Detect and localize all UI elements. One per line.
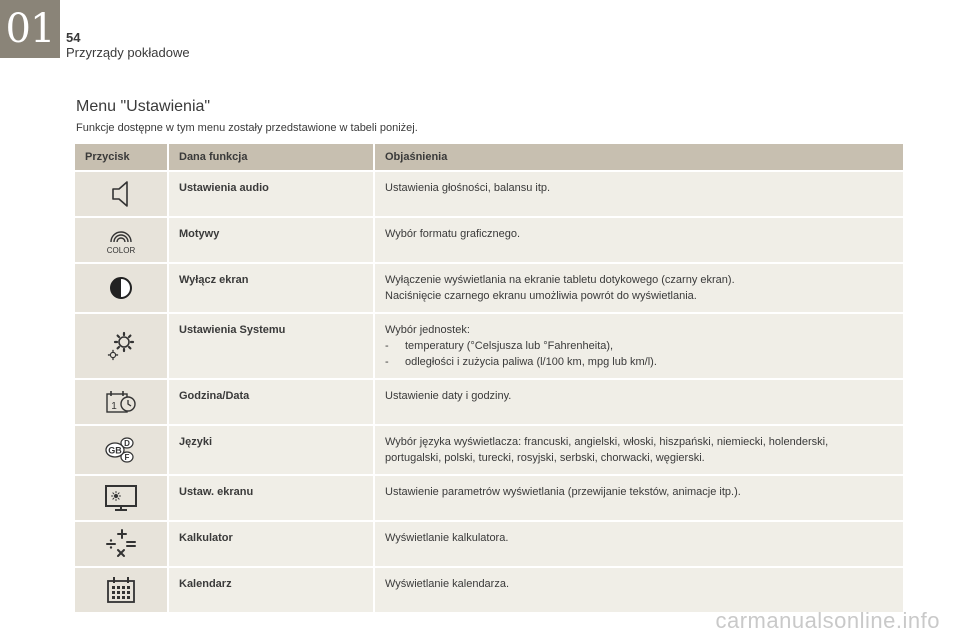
screen-settings-icon bbox=[75, 483, 167, 513]
color-label: COLOR bbox=[106, 246, 136, 255]
calendar-icon bbox=[75, 575, 167, 605]
table-row bbox=[75, 172, 903, 216]
function-name: Godzina/Data bbox=[167, 380, 373, 424]
settings-table bbox=[75, 142, 903, 614]
function-description: Ustawienia głośności, balansu itp. bbox=[373, 172, 903, 216]
function-name: Wyłącz ekran bbox=[167, 264, 373, 312]
table-row bbox=[75, 568, 903, 612]
language-label-d: D bbox=[124, 439, 130, 448]
function-description: Wyświetlanie kalendarza. bbox=[373, 568, 903, 612]
list-item: - odległości i zużycia paliwa (l/100 km, mpg lub km/l). bbox=[385, 356, 657, 368]
section-title: Menu "Ustawienia" bbox=[76, 98, 211, 115]
calculator-icon bbox=[75, 528, 167, 560]
function-name: Ustawienia Systemu bbox=[167, 314, 373, 378]
function-name: Ustawienia audio bbox=[167, 172, 373, 216]
function-description: Ustawienie daty i godziny. bbox=[373, 380, 903, 424]
table-row bbox=[75, 380, 903, 424]
section-intro: Funkcje dostępne w tym menu zostały przedstawione w tabeli poniżej. bbox=[76, 122, 418, 134]
watermark: carmanualsonline.info bbox=[715, 608, 940, 633]
function-description: Wybór języka wyświetlacza: francuski, angielski, włoski, hiszpański, niemiecki, holenderski, portugalski, polski, turecki, rosyjski, serbski, chorwacki, węgierski. bbox=[373, 426, 903, 474]
chapter-number: 01 bbox=[0, 0, 60, 58]
language-label-f: F bbox=[124, 453, 130, 462]
languages-icon bbox=[75, 435, 167, 465]
function-name: Kalkulator bbox=[167, 522, 373, 566]
table-row bbox=[75, 476, 903, 520]
function-name: Motywy bbox=[167, 218, 373, 262]
table-row bbox=[75, 264, 903, 312]
speaker-icon bbox=[75, 179, 167, 209]
function-description: Wyświetlanie kalkulatora. bbox=[373, 522, 903, 566]
half-circle-icon bbox=[75, 274, 167, 302]
table-header-row bbox=[75, 144, 903, 170]
page-number: 54 bbox=[66, 30, 81, 45]
list-item: - temperatury (°Celsjusza lub °Fahrenheita), bbox=[385, 340, 614, 352]
header-explanation: Objaśnienia bbox=[373, 144, 903, 170]
language-label-gb: GB bbox=[108, 445, 122, 456]
function-name: Języki bbox=[167, 426, 373, 474]
color-theme-icon bbox=[75, 225, 167, 255]
header-function: Dana funkcja bbox=[167, 144, 373, 170]
function-name: Kalendarz bbox=[167, 568, 373, 612]
table-row bbox=[75, 218, 903, 262]
calendar-clock-icon bbox=[75, 388, 167, 416]
table-row bbox=[75, 522, 903, 566]
header-button: Przycisk bbox=[75, 144, 167, 170]
table-row bbox=[75, 314, 903, 378]
page-subtitle: Przyrządy pokładowe bbox=[66, 45, 190, 60]
table-row bbox=[75, 426, 903, 474]
gears-icon bbox=[75, 330, 167, 362]
function-description: Wybór jednostek: - temperatury (°Celsjusza lub °Fahrenheita), - odległości i zużycia paliwa (l/100 km, mpg lub km/l). bbox=[373, 314, 903, 378]
function-description: Wybór formatu graficznego. bbox=[373, 218, 903, 262]
function-description: Wyłączenie wyświetlania na ekranie tabletu dotykowego (czarny ekran). Naciśnięcie czarnego ekranu umożliwia powrót do wyświetlania. bbox=[373, 264, 903, 312]
day-label: 1 bbox=[111, 401, 117, 412]
function-description: Ustawienie parametrów wyświetlania (przewijanie tekstów, animacje itp.). bbox=[373, 476, 903, 520]
function-name: Ustaw. ekranu bbox=[167, 476, 373, 520]
